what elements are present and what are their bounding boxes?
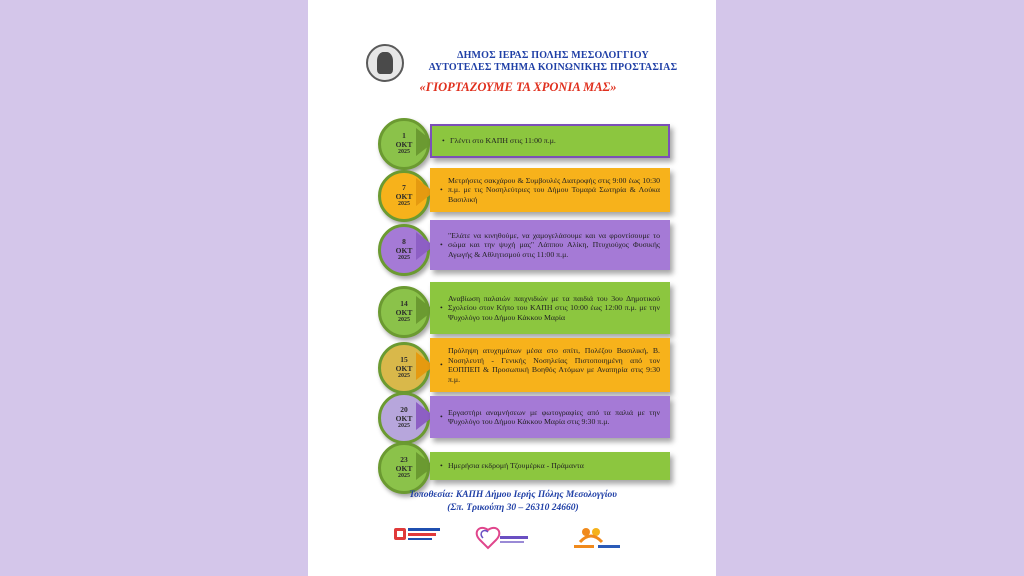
event-box-6: • Εργαστήρι αναμνήσεων με φωτογραφίες από τα παλιά με την Ψυχολόγο του Δήμου Κάκκου Μαρία στις 9:30 π.μ. — [430, 396, 670, 438]
event-box-2: • Μετρήσεις σακχάρου & Συμβουλές Διατροφής στις 9:00 έως 10:30 π.μ. με τις Νοσηλεύτριες του Δήμου Τομαρά Σωτηρία & Λούκα Βασιλική — [430, 168, 670, 212]
event-text: Ημερήσια εκδρομή Τζουμέρκα - Πράμαντα — [448, 461, 584, 471]
date-year: 2025 — [398, 423, 410, 430]
event-box-1: • Γλέντι στο ΚΑΠΗ στις 11:00 π.μ. — [430, 124, 670, 158]
event-box-3: • "Ελάτε να κινηθούμε, να χαμογελάσουμε και να φροντίσουμε το σώμα και την ψυχή μας" Λάππου Αλίκη, Πτυχιούχος Φυσικής Αγωγής & Αθλητισμού στις 11:00 π.μ. — [430, 220, 670, 270]
date-day: 7 — [402, 182, 406, 192]
event-box-7: • Ημερήσια εκδρομή Τζουμέρκα - Πράμαντα — [430, 452, 670, 480]
date-day: 23 — [400, 454, 408, 464]
event-box-4: • Αναβίωση παλαιών παιχνιδιών με τα παιδιά του 3ου Δημοτικού Σχολείου στον Κήπο του ΚΑΠΗ στις 10:00 έως 12:00 π.μ. με την Ψυχολόγο του Δήμου Κάκκου Μαρία — [430, 282, 670, 334]
municipality-seal-icon — [366, 44, 404, 82]
koinoniko-logo — [470, 524, 530, 552]
event-text: Μετρήσεις σακχάρου & Συμβουλές Διατροφής στις 9:00 έως 10:30 π.μ. με τις Νοσηλεύτριες του Δήμου Τομαρά Σωτηρία & Λούκα Βασιλική — [448, 175, 660, 204]
date-day: 20 — [400, 404, 408, 414]
date-month: ΟΚΤ — [395, 463, 413, 473]
header-municipality: ΔΗΜΟΣ ΙΕΡΑΣ ΠΟΛΗΣ ΜΕΣΟΛΟΓΓΙΟΥ — [457, 50, 649, 61]
location-address: (Σπ. Τρικούπη 30 – 26310 24660) — [447, 503, 579, 513]
voitheia-sto-spiti-logo — [566, 524, 626, 552]
date-year: 2025 — [398, 373, 410, 380]
event-text: Πρόληψη ατυχημάτων μέσα στο σπίτι, Πολέζου Βασιλική, Β. Νοσηλευτή - Γενικής Νοσηλείας Πιστοποιημένη από τον ΕΟΠΠΕΠ & Προσωπική Βοηθός Ατόμων με Αναπηρία στις 9:30 π.μ. — [448, 346, 660, 384]
date-month: ΟΚΤ — [395, 139, 413, 149]
date-month: ΟΚΤ — [395, 307, 413, 317]
date-year: 2025 — [398, 473, 410, 480]
date-month: ΟΚΤ — [395, 413, 413, 423]
date-day: 1 — [402, 130, 406, 140]
date-month: ΟΚΤ — [395, 363, 413, 373]
event-box-5: • Πρόληψη ατυχημάτων μέσα στο σπίτι, Πολέζου Βασιλική, Β. Νοσηλευτή - Γενικής Νοσηλείας Πιστοποιημένη από τον ΕΟΠΠΕΠ & Προσωπική Βοηθός Ατόμων με Αναπηρία στις 9:30 π.μ. — [430, 338, 670, 392]
kentro-koinotitas-logo — [392, 524, 442, 552]
header-department: ΑΥΤΟΤΕΛΕΣ ΤΜΗΜΑ ΚΟΙΝΩΝΙΚΗΣ ΠΡΟΣΤΑΣΙΑΣ — [428, 62, 678, 73]
date-day: 8 — [402, 236, 406, 246]
date-month: ΟΚΤ — [395, 191, 413, 201]
date-day: 14 — [400, 298, 408, 308]
date-year: 2025 — [398, 201, 410, 208]
date-year: 2025 — [398, 255, 410, 262]
poster-title: «ΓΙΟΡΤΑΖΟΥΜΕ ΤΑ ΧΡΟΝΙΑ ΜΑΣ» — [419, 80, 617, 94]
event-text: Αναβίωση παλαιών παιχνιδιών με τα παιδιά του 3ου Δημοτικού Σχολείου στον Κήπο του ΚΑΠΗ στις 10:00 έως 12:00 π.μ. με την Ψυχολόγο του Δήμου Κάκκου Μαρία — [448, 293, 660, 322]
date-day: 15 — [400, 354, 408, 364]
date-year: 2025 — [398, 317, 410, 324]
event-text: Εργαστήρι αναμνήσεων με φωτογραφίες από τα παλιά με την Ψυχολόγο του Δήμου Κάκκου Μαρία στις 9:30 π.μ. — [448, 407, 660, 426]
poster — [308, 0, 716, 576]
date-month: ΟΚΤ — [395, 245, 413, 255]
date-year: 2025 — [398, 149, 410, 156]
event-text: "Ελάτε να κινηθούμε, να χαμογελάσουμε και να φροντίσουμε το σώμα και την ψυχή μας" Λάππου Αλίκη, Πτυχιούχος Φυσικής Αγωγής & Αθλητισμού στις 11:00 π.μ. — [448, 230, 660, 259]
location-line: Τοποθεσία: ΚΑΠΗ Δήμου Ιερής Πόλης Μεσολογγίου — [409, 490, 617, 500]
event-text: Γλέντι στο ΚΑΠΗ στις 11:00 π.μ. — [450, 136, 556, 146]
